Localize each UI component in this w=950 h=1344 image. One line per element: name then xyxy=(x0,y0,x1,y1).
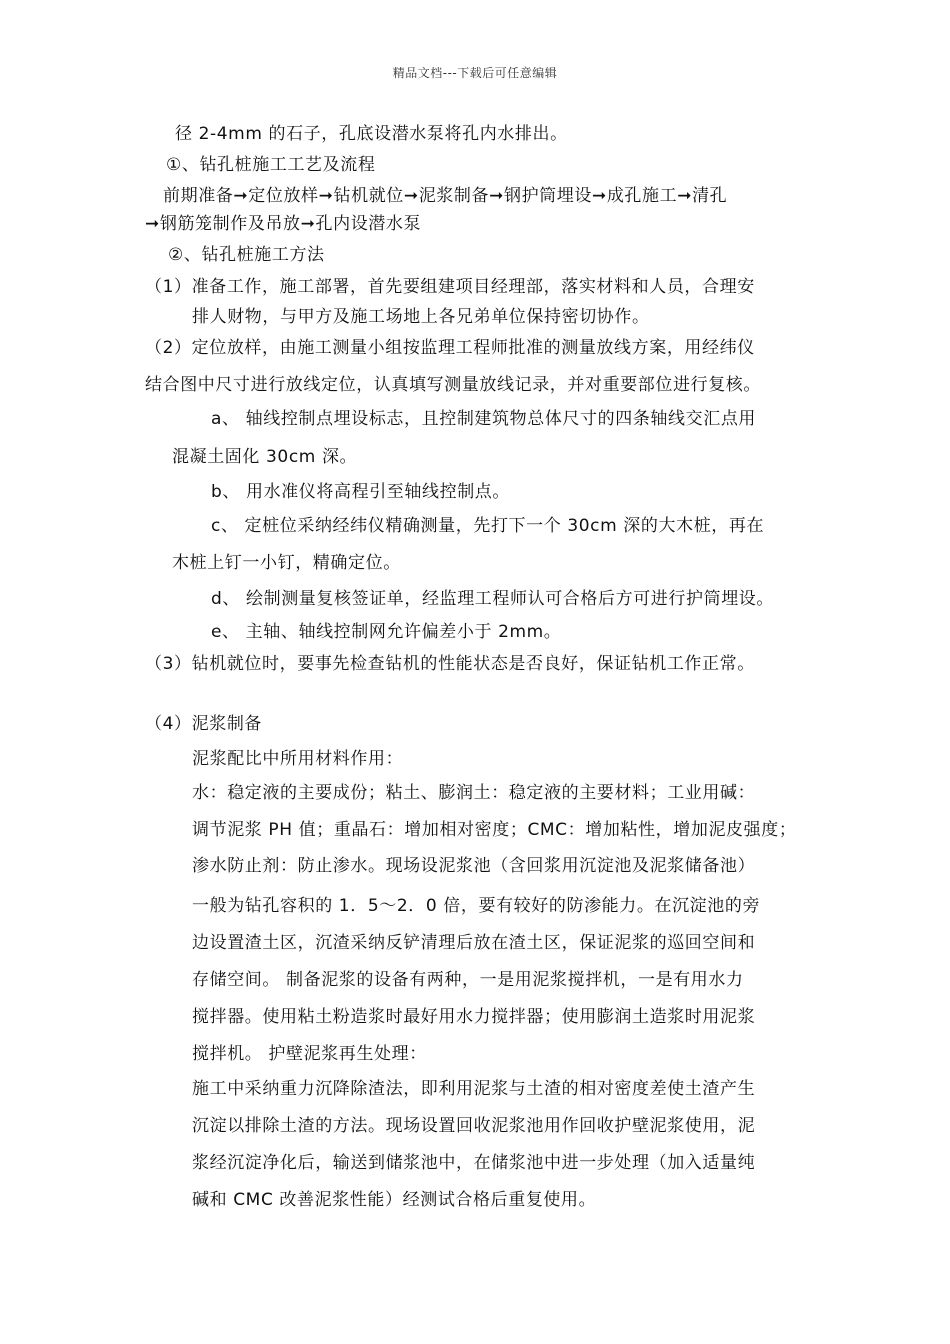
text-line: a、 轴线控制点埋设标志，且控制建筑物总体尺寸的四条轴线交汇点用 xyxy=(211,409,757,429)
text-line: d、 绘制测量复核签证单，经监理工程师认可合格后方可进行护筒埋设。 xyxy=(211,589,774,609)
text-line: 存储空间。 制备泥浆的设备有两种，一是用泥浆搅拌机，一是有用水力 xyxy=(192,970,744,990)
text-line: e、 主轴、轴线控制网允许偏差小于 2mm。 xyxy=(211,622,562,642)
text-line: 碱和 CMC 改善泥浆性能）经测试合格后重复使用。 xyxy=(192,1190,597,1210)
text-line: （1）准备工作，施工部署，首先要组建项目经理部，落实材料和人员，合理安 xyxy=(145,277,755,297)
section-heading: ①、钻孔桩施工工艺及流程 xyxy=(166,155,376,175)
text-line: 泥浆配比中所用材料作用： xyxy=(192,749,404,769)
text-line: c、 定桩位采纳经纬仪精确测量，先打下一个 30cm 深的大木桩，再在 xyxy=(211,516,765,536)
text-line: （3）钻机就位时，要事先检查钻机的性能状态是否良好，保证钻机工作正常。 xyxy=(145,654,755,674)
text-line: 边设置渣土区，沉渣采纳反铲清理后放在渣土区，保证泥浆的巡回空间和 xyxy=(192,933,756,953)
text-line: ➞钢筋笼制作及吊放➞孔内设潜水泵 xyxy=(145,214,422,234)
text-line: 排人财物，与甲方及施工场地上各兄弟单位保持密切协作。 xyxy=(192,307,650,327)
text-line: 搅拌器。使用粘土粉造浆时最好用水力搅拌器；使用膨润土造浆时用泥浆 xyxy=(192,1007,756,1027)
text-line: b、 用水准仪将高程引至轴线控制点。 xyxy=(211,482,510,502)
page-header: 精品文档---下载后可任意编辑 xyxy=(392,66,558,80)
text-line: 施工中采纳重力沉降除渣法，即利用泥浆与土渣的相对密度差使土渣产生 xyxy=(192,1079,756,1099)
section-heading: ②、钻孔桩施工方法 xyxy=(168,245,325,265)
text-line: 沉淀以排除土渣的方法。现场设置回收泥浆池用作回收护壁泥浆使用，泥 xyxy=(192,1116,756,1136)
text-line: 混凝土固化 30cm 深。 xyxy=(172,447,358,467)
text-line: 一般为钻孔容积的 1．5～2．0 倍，要有较好的防渗能力。在沉淀池的旁 xyxy=(192,896,761,916)
text-line: 结合图中尺寸进行放线定位，认真填写测量放线记录，并对重要部位进行复核。 xyxy=(145,375,761,395)
text-line: 搅拌机。 护壁泥浆再生处理： xyxy=(192,1044,427,1064)
text-line: （2）定位放样，由施工测量小组按监理工程师批准的测量放线方案，用经纬仪 xyxy=(145,338,755,358)
text-line: 浆经沉淀净化后，输送到储浆池中，在储浆池中进一步处理（加入适量纯 xyxy=(192,1153,756,1173)
text-line: 径 2-4mm 的石子，孔底设潜水泵将孔内水排出。 xyxy=(175,124,568,144)
text-line: 前期准备➞定位放样➞钻机就位➞泥浆制备➞钢护筒埋设➞成孔施工➞清孔 xyxy=(163,186,728,206)
text-line: 木桩上钉一小钉，精确定位。 xyxy=(172,553,401,573)
text-line: 水：稳定液的主要成份；粘土、膨润土：稳定液的主要材料；工业用碱： xyxy=(192,783,756,803)
text-line: 调节泥浆 PH 值；重晶石：增加相对密度；CMC：增加粘性，增加泥皮强度； xyxy=(192,820,797,840)
text-line: 渗水防止剂：防止渗水。现场设泥浆池（含回浆用沉淀池及泥浆储备池） xyxy=(192,856,756,876)
section-heading: （4）泥浆制备 xyxy=(145,714,263,734)
